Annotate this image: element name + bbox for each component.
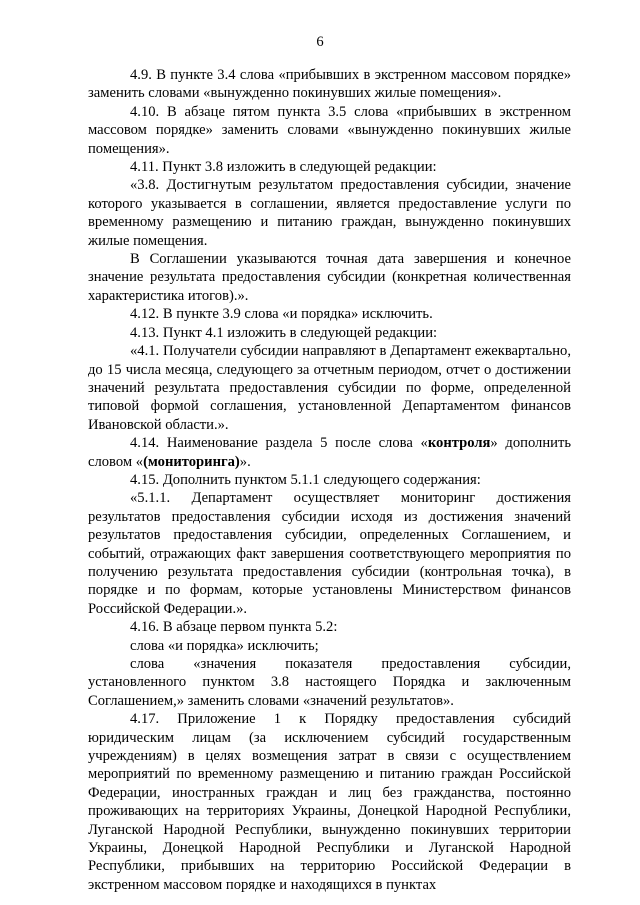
- paragraph-4-14: [88, 434, 571, 471]
- paragraph-4-16-item-b: слова «значения показателя предоставления субсидии, установленного пунктом 3.8 настоящего Порядка и заключенным Соглашением,» заменить словами «значений результатов».: [88, 656, 571, 709]
- paragraph-4-9: 4.9. В пункте 3.4 слова «прибывших в экстренном массовом порядке» заменить словами «вынужденно покинувших жилые помещения».: [88, 67, 571, 102]
- paragraph-4-13: 4.13. Пункт 4.1 изложить в следующей редакции:: [130, 324, 438, 341]
- paragraph-5-1-1: «5.1.1. Департамент осуществляет мониторинг достижения результатов предоставления субсидии исходя из достижения значений результатов предоставления субсидии, определенных Соглашением, и событий, отражающих факт завершения соответствующего мероприятия по получению результата предоставления субсидии (контрольная точка), в порядке и по формам, которые установлены Министерством финансов Российской Федерации.».: [88, 490, 571, 617]
- document-body: [88, 66, 571, 894]
- paragraph-4-14-bold-monitoring: (мониторинга): [143, 453, 240, 470]
- paragraph-4-14-part-c: ».: [239, 453, 251, 470]
- paragraph-4-1: «4.1. Получатели субсидии направляют в Департамент ежеквартально, до 15 числа месяца, следующего за отчетным периодом, отчет о достижении значений результата предоставления субсидии по форме, определенной типовой формой соглашения, установленной Департаментом финансов Ивановской области.».: [88, 343, 571, 433]
- paragraph-4-15: 4.15. Дополнить пунктом 5.1.1 следующего содержания:: [130, 471, 481, 488]
- paragraph-3-8: «3.8. Достигнутым результатом предоставления субсидии, значение которого указывается в соглашении, является предоставление услуги по временному размещению и питанию граждан, вынужденно покинувших жилые помещения.: [88, 177, 571, 249]
- paragraph-4-11: 4.11. Пункт 3.8 изложить в следующей редакции:: [130, 159, 437, 176]
- paragraph-4-16: 4.16. В абзаце первом пункта 5.2:: [130, 619, 338, 636]
- paragraph-4-14-part-b: » дополнить словом «: [88, 435, 571, 470]
- paragraph-4-16-item-a: слова «и порядка» исключить;: [130, 637, 319, 654]
- paragraph-4-17: 4.17. Приложение 1 к Порядку предоставления субсидий юридическим лицам (за исключением субсидий государственным учреждениям) в целях возмещения затрат в связи с осуществлением мероприятий по временному размещению и питанию граждан Российской Федерации, иностранных граждан и лиц без гражданства, постоянно проживающих на территориях Украины, Донецкой Народной Республики, Луганской Народной Республики, вынужденно покинувших территории Украины, Донецкой Народной Республики и Луганской Народной Республики, прибывших на территорию Российской Федерации в экстренном массовом порядке и находящихся в пунктах: [88, 711, 571, 893]
- paragraph-4-14-bold-control: контроля: [427, 435, 491, 452]
- paragraph-3-8-agreement: В Соглашении указываются точная дата завершения и конечное значение результата предоставления субсидии (конкретная количественная характеристика итогов).».: [88, 251, 571, 304]
- page-number: 6: [316, 34, 324, 50]
- paragraph-4-14-part-a: 4.14. Наименование раздела 5 после слова «: [130, 435, 428, 452]
- paragraph-4-12: 4.12. В пункте 3.9 слова «и порядка» исключить.: [130, 306, 433, 323]
- paragraph-4-10: 4.10. В абзаце пятом пункта 3.5 слова «прибывших в экстренном массовом порядке» заменить словами «вынужденно покинувших жилые помещения».: [88, 103, 571, 157]
